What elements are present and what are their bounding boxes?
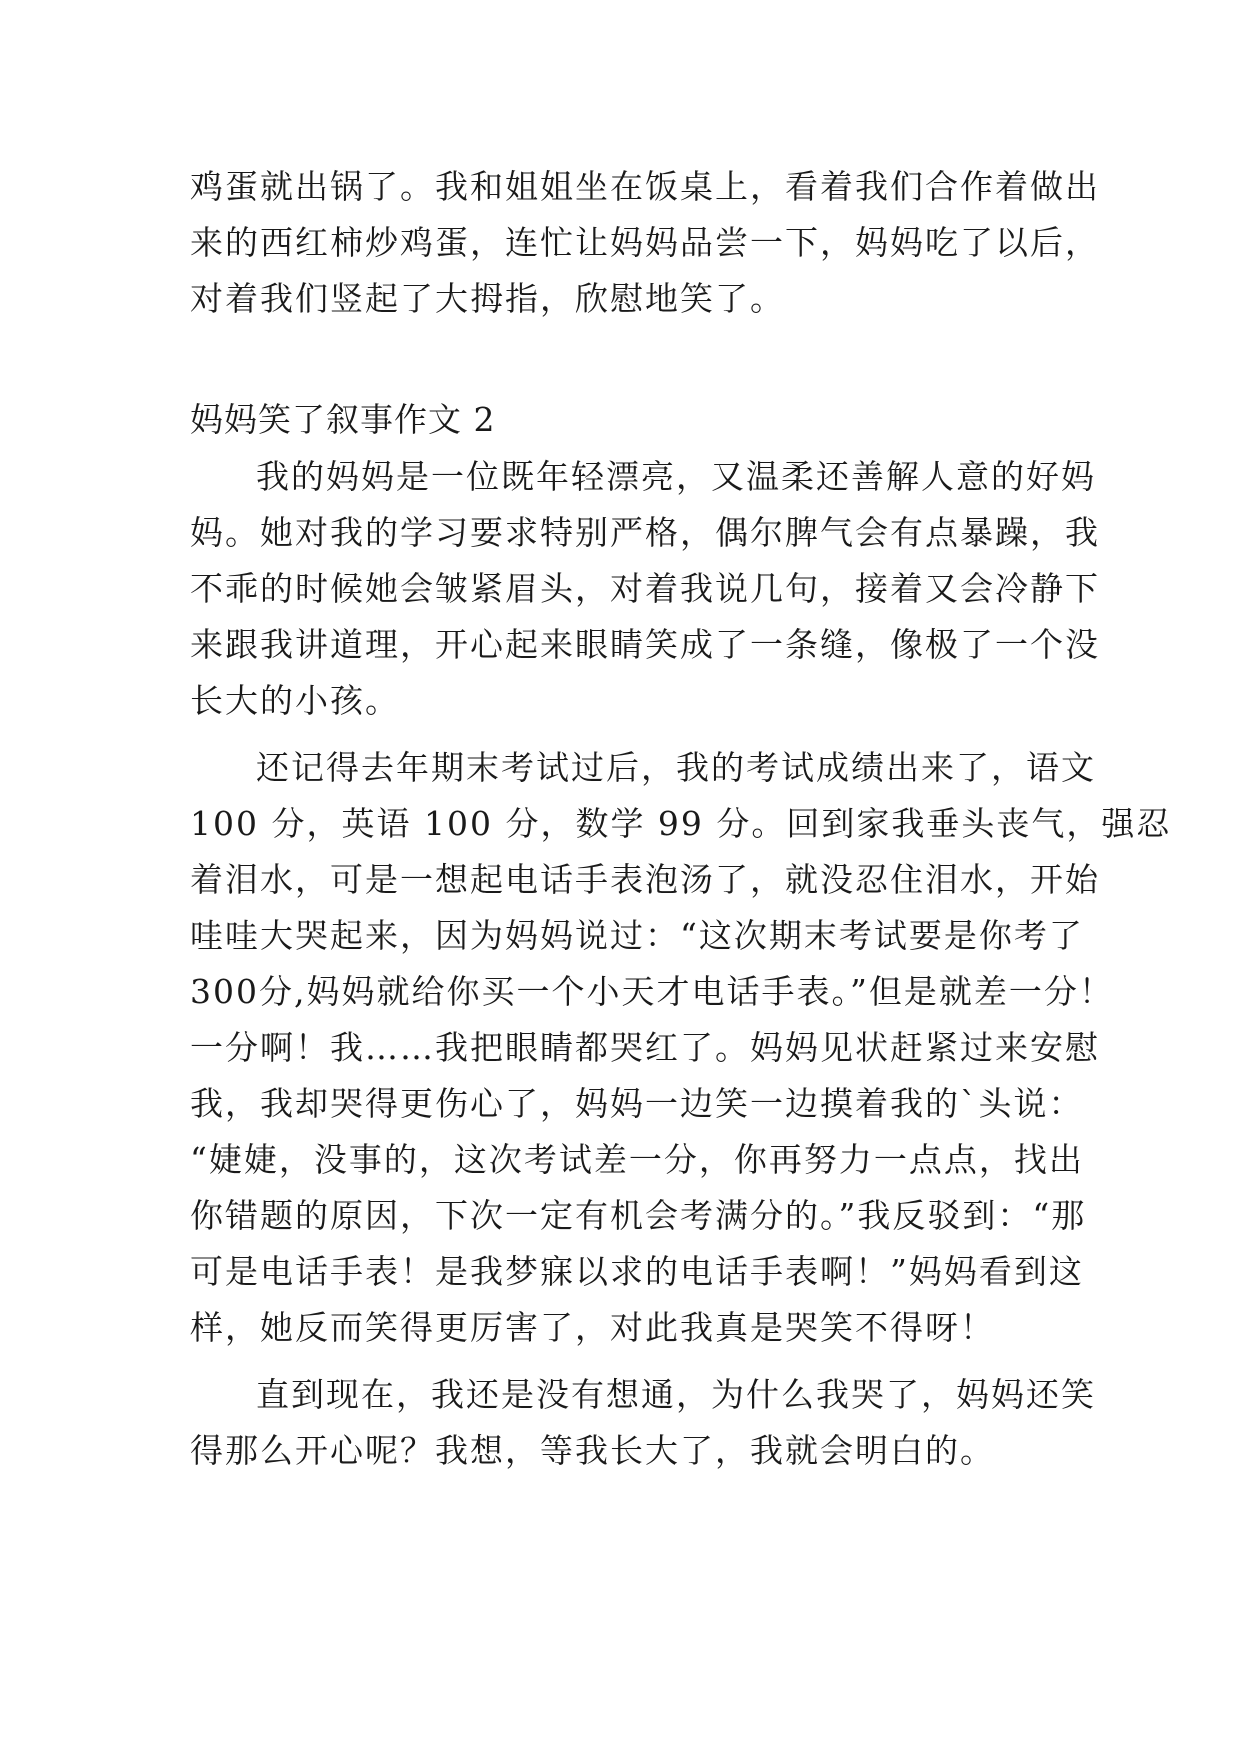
text-line: 可是电话手表！是我梦寐以求的电话手表啊！”妈妈看到这 [190,1252,1084,1291]
text-line: 长大的小孩。 [190,681,400,720]
text-line: 鸡蛋就出锅了。我和姐姐坐在饭桌上，看着我们合作着做出 [190,167,1100,206]
text-line: 对着我们竖起了大拇指，欣慰地笑了。 [190,279,785,318]
text-line: 我，我却哭得更伤心了，妈妈一边笑一边摸着我的`头说： [190,1084,1084,1123]
text-line: 哇哇大哭起来，因为妈妈说过：“这次期末考试要是你考了 [190,916,1084,955]
text-line: 100 分，英语 100 分，数学 99 分。回到家我垂头丧气，强忍 [190,804,1172,843]
text-line: 你错题的原因，下次一定有机会考满分的。”我反驳到：“那 [190,1196,1087,1235]
text-line: 300分,妈妈就给你买一个小天才电话手表。”但是就差一分！ [190,972,1114,1011]
text-line: 来的西红柿炒鸡蛋，连忙让妈妈品尝一下，妈妈吃了以后， [190,223,1100,262]
text-line: 妈。她对我的学习要求特别严格，偶尔脾气会有点暴躁，我 [190,513,1100,552]
text-line: 得那么开心呢？我想，等我长大了，我就会明白的。 [190,1431,995,1470]
text-line: 我的妈妈是一位既年轻漂亮，又温柔还善解人意的好妈 [256,457,1096,496]
text-line: 直到现在，我还是没有想通，为什么我哭了，妈妈还笑 [256,1375,1096,1414]
text-line: 来跟我讲道理，开心起来眼睛笑成了一条缝，像极了一个没 [190,625,1100,664]
text-line: 着泪水，可是一想起电话手表泡汤了，就没忍住泪水，开始 [190,860,1100,899]
text-line: 不乖的时候她会皱紧眉头，对着我说几句，接着又会冷静下 [190,569,1100,608]
text-line: 一分啊！我……我把眼睛都哭红了。妈妈见状赶紧过来安慰 [190,1028,1100,1067]
text-line: 还记得去年期末考试过后，我的考试成绩出来了，语文 [256,748,1096,787]
essay-title: 妈妈笑了叙事作文 2 [190,400,496,439]
text-line: 样，她反而笑得更厉害了，对此我真是哭笑不得呀！ [190,1308,995,1347]
text-line: “婕婕，没事的，这次考试差一分，你再努力一点点，找出 [190,1140,1084,1179]
